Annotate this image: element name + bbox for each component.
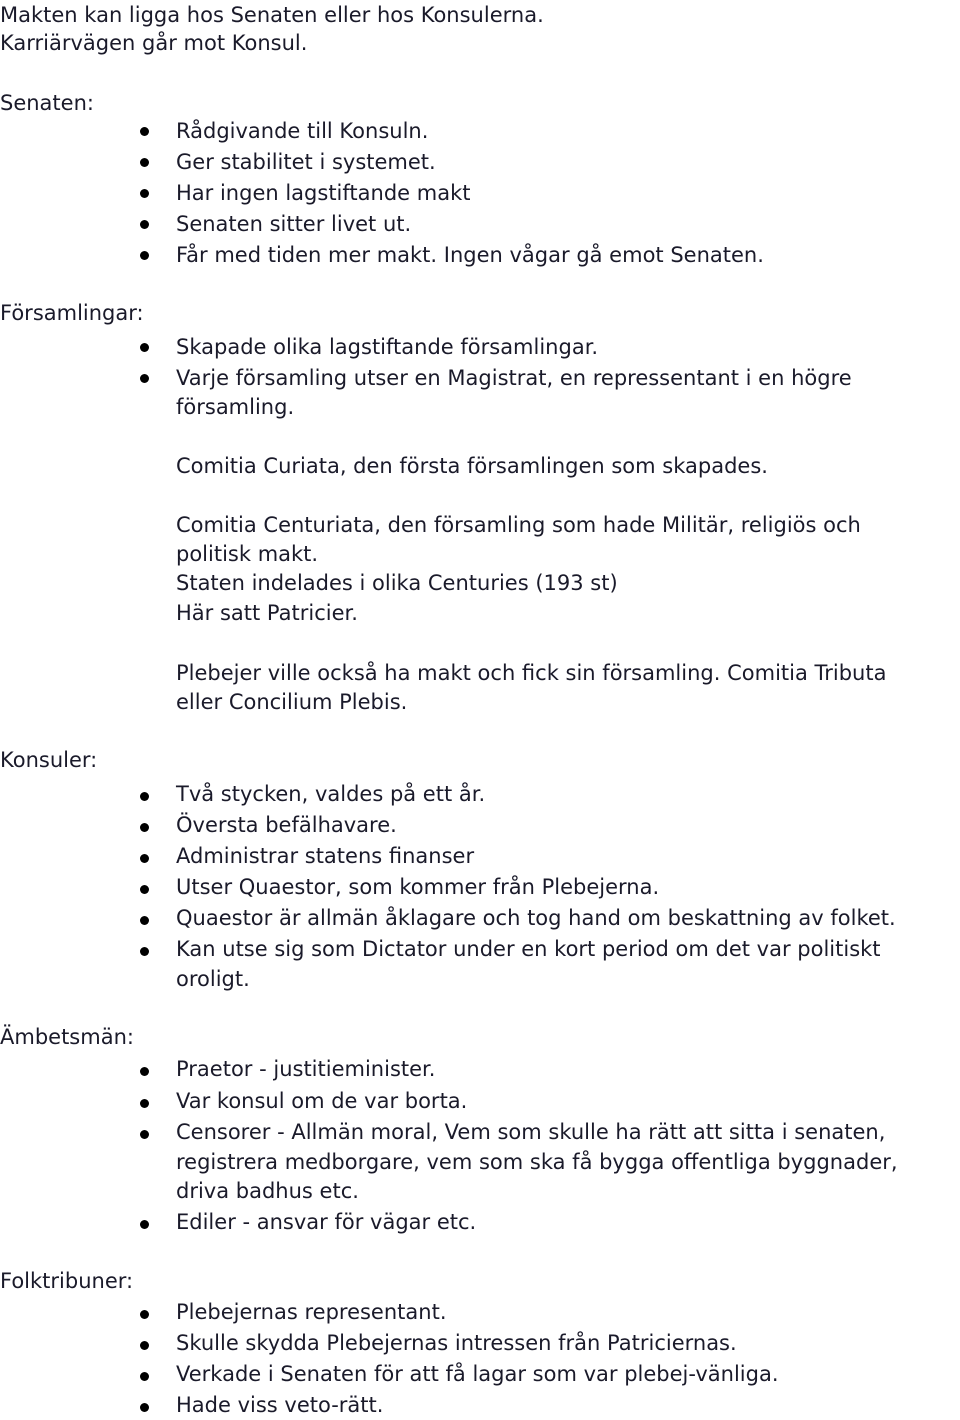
list-item: Praetor - justitieminister. <box>176 1057 436 1081</box>
bullet-icon <box>140 1067 149 1076</box>
list-item: Censorer - Allmän moral, Vem som skulle ha rätt att sitta i senaten, <box>176 1120 886 1144</box>
paragraph-line: Staten indelades i olika Centuries (193 st) <box>176 571 618 595</box>
intro-line: Makten kan ligga hos Senaten eller hos Konsulerna. <box>0 3 544 27</box>
bullet-icon <box>140 1403 149 1412</box>
list-item: Hade viss veto-rätt. <box>176 1393 384 1417</box>
section-heading-konsuler: Konsuler: <box>0 748 98 772</box>
list-item: Ger stabilitet i systemet. <box>176 150 436 174</box>
bullet-icon <box>140 885 149 894</box>
list-item: Översta befälhavare. <box>176 813 397 837</box>
list-item: Rådgivande till Konsuln. <box>176 119 429 143</box>
list-item: Två stycken, valdes på ett år. <box>176 782 486 806</box>
bullet-icon <box>140 947 149 956</box>
section-heading-senaten: Senaten: <box>0 91 94 115</box>
bullet-icon <box>140 1099 149 1108</box>
paragraph-line: eller Concilium Plebis. <box>176 690 408 714</box>
paragraph-line: politisk makt. <box>176 542 319 566</box>
list-item: Har ingen lagstiftande makt <box>176 181 471 205</box>
bullet-icon <box>140 374 149 383</box>
list-item: Varje församling utser en Magistrat, en repressentant i en högre <box>176 366 852 390</box>
list-item: Verkade i Senaten för att få lagar som var plebej-vänliga. <box>176 1362 779 1386</box>
list-item-continuation: oroligt. <box>176 967 250 991</box>
bullet-icon <box>140 1341 149 1350</box>
list-item-continuation: registrera medborgare, vem som ska få bygga offentliga byggnader, <box>176 1150 898 1174</box>
bullet-icon <box>140 251 149 260</box>
list-item: Plebejernas representant. <box>176 1300 447 1324</box>
list-item: Senaten sitter livet ut. <box>176 212 412 236</box>
section-heading-ambetsman: Ämbetsmän: <box>0 1025 134 1049</box>
list-item: Utser Quaestor, som kommer från Plebejerna. <box>176 875 660 899</box>
bullet-icon <box>140 343 149 352</box>
list-item: Får med tiden mer makt. Ingen vågar gå emot Senaten. <box>176 243 764 267</box>
bullet-icon <box>140 220 149 229</box>
bullet-icon <box>140 854 149 863</box>
bullet-icon <box>140 1310 149 1319</box>
bullet-icon <box>140 823 149 832</box>
bullet-icon <box>140 158 149 167</box>
paragraph-line: Comitia Curiata, den första församlingen som skapades. <box>176 454 768 478</box>
section-heading-folktribuner: Folktribuner: <box>0 1269 134 1293</box>
list-item: Skapade olika lagstiftande församlingar. <box>176 335 599 359</box>
bullet-icon <box>140 1372 149 1381</box>
paragraph-line: Comitia Centuriata, den församling som hade Militär, religiös och <box>176 513 861 537</box>
section-heading-forsamlingar: Församlingar: <box>0 301 144 325</box>
bullet-icon <box>140 1220 149 1229</box>
paragraph-line: Plebejer ville också ha makt och fick sin församling. Comitia Tributa <box>176 661 887 685</box>
list-item: Quaestor är allmän åklagare och tog hand om beskattning av folket. <box>176 906 896 930</box>
list-item: Ediler - ansvar för vägar etc. <box>176 1210 477 1234</box>
bullet-icon <box>140 1130 149 1139</box>
list-item-continuation: driva badhus etc. <box>176 1179 359 1203</box>
list-item: Skulle skydda Plebejernas intressen från Patriciernas. <box>176 1331 737 1355</box>
bullet-icon <box>140 127 149 136</box>
paragraph-line: Här satt Patricier. <box>176 601 358 625</box>
list-item: Administrar statens finanser <box>176 844 475 868</box>
bullet-icon <box>140 792 149 801</box>
list-item-continuation: församling. <box>176 395 295 419</box>
bullet-icon <box>140 189 149 198</box>
intro-line: Karriärvägen går mot Konsul. <box>0 31 308 55</box>
list-item: Kan utse sig som Dictator under en kort period om det var politiskt <box>176 937 881 961</box>
list-item: Var konsul om de var borta. <box>176 1089 468 1113</box>
bullet-icon <box>140 916 149 925</box>
